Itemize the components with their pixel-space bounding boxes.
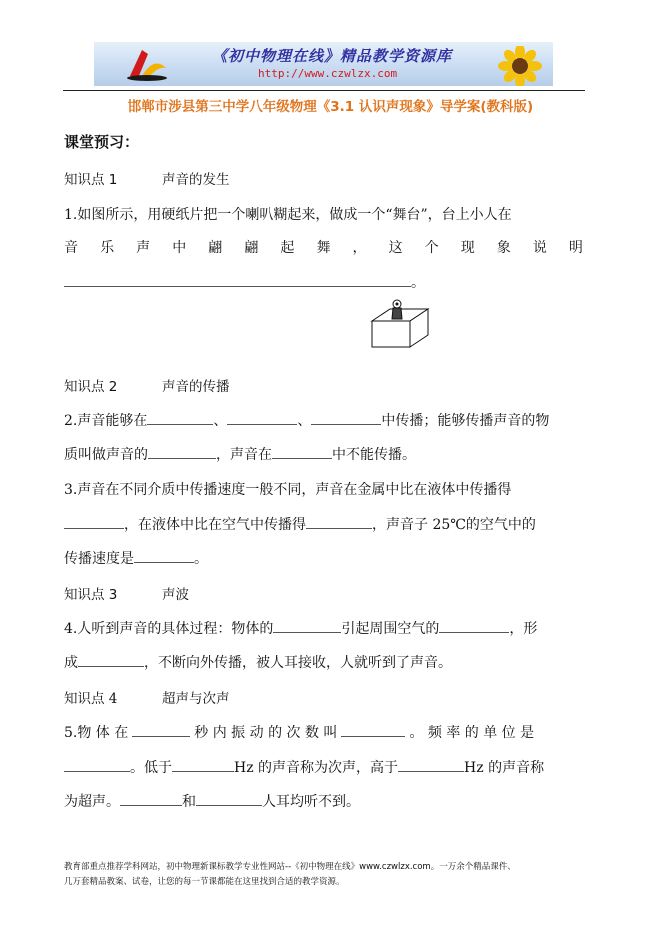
answer-blank[interactable] bbox=[172, 770, 234, 772]
question-1-char: 象 bbox=[496, 240, 511, 256]
answer-blank[interactable] bbox=[306, 527, 372, 529]
kp-name: 声音的传播 bbox=[162, 379, 230, 395]
answer-blank[interactable] bbox=[120, 804, 182, 806]
page-footer bbox=[64, 860, 594, 890]
question-1-char: 明 bbox=[568, 240, 583, 256]
answer-blank[interactable] bbox=[439, 631, 509, 633]
sunflower-icon bbox=[490, 46, 550, 86]
kp-number: 知识点 3 bbox=[64, 587, 118, 603]
header-banner bbox=[94, 42, 553, 86]
question-1-char: 音 bbox=[64, 240, 78, 256]
answer-blank[interactable] bbox=[272, 457, 332, 459]
header-divider bbox=[63, 90, 585, 91]
footer-line-2: 几万套精品教案、试卷，让您的每一节课都能在这里找到合适的教学资源。 bbox=[64, 877, 345, 887]
answer-blank[interactable] bbox=[64, 770, 130, 772]
answer-blank[interactable] bbox=[273, 631, 341, 633]
question-5-line-2: 。低于 Hz 的声音称为次声，高于 Hz 的声音称 bbox=[64, 757, 544, 777]
question-3-line-3: 传播速度是 。 bbox=[64, 551, 208, 567]
kp-name: 声音的发生 bbox=[162, 172, 230, 188]
question-1-char: 个 bbox=[424, 240, 439, 256]
answer-blank[interactable] bbox=[148, 457, 216, 459]
footer-line-1: 教育部重点推荐学科网站，初中物理新课标教学专业性网站--《初中物理在线》www.czwlzx.com。一万余个精品课件、 bbox=[64, 862, 516, 872]
question-1-line-1: 1.如图所示，用硬纸片把一个喇叭糊起来，做成一个“舞台”，台上小人在 bbox=[64, 207, 512, 223]
question-1-line-3: 。 bbox=[64, 272, 425, 292]
question-1-char: 现 bbox=[460, 240, 475, 256]
answer-blank[interactable] bbox=[64, 285, 411, 287]
question-1-char: 声 bbox=[136, 240, 151, 256]
kp-name: 声波 bbox=[162, 587, 189, 603]
section-title: 课堂预习： bbox=[64, 133, 140, 151]
answer-blank[interactable] bbox=[132, 735, 190, 737]
knowledge-point-4 bbox=[64, 687, 230, 707]
answer-blank[interactable] bbox=[147, 423, 213, 425]
kp-number: 知识点 1 bbox=[64, 172, 118, 188]
question-1-char: 舞 bbox=[316, 240, 331, 256]
question-1-char: ， bbox=[352, 240, 367, 256]
question-1-char: 这 bbox=[388, 240, 403, 256]
answer-blank[interactable] bbox=[78, 665, 144, 667]
question-1-char: 翩 bbox=[244, 240, 259, 256]
question-1-char: 乐 bbox=[100, 240, 115, 256]
stage-figure-icon bbox=[368, 297, 430, 349]
question-4-line-1: 4.人听到声音的具体过程：物体的 引起周围空气的 ，形 bbox=[64, 621, 538, 637]
question-1-char: 中 bbox=[172, 240, 187, 256]
banner-url: http://www.czwlzx.com bbox=[258, 67, 398, 80]
knowledge-point-1 bbox=[64, 168, 230, 188]
question-4-line-2: 成 ，不断向外传播，被人耳接收，人就听到了声音。 bbox=[64, 655, 452, 671]
question-3-line-1: 3.声音在不同介质中传播速度一般不同，声音在金属中比在液体中传播得 bbox=[64, 482, 512, 498]
answer-blank[interactable] bbox=[227, 423, 297, 425]
answer-blank[interactable] bbox=[341, 735, 405, 737]
question-3-line-2: ，在液体中比在空气中传播得 ，声音子 25℃的空气中的 bbox=[64, 514, 536, 534]
answer-blank[interactable] bbox=[134, 561, 194, 563]
question-2-line-2: 质叫做声音的 ，声音在 中不能传播。 bbox=[64, 447, 416, 463]
answer-blank[interactable] bbox=[196, 804, 262, 806]
kp-name: 超声与次声 bbox=[162, 691, 230, 707]
knowledge-point-2 bbox=[64, 375, 230, 395]
answer-blank[interactable] bbox=[311, 423, 381, 425]
knowledge-point-3 bbox=[64, 583, 189, 603]
question-1-char: 说 bbox=[532, 240, 547, 256]
question-5-line-3: 为超声。 和 人耳均听不到。 bbox=[64, 794, 360, 810]
question-5-line-1: 5.物 体 在 秒 内 振 动 的 次 数 叫 。 频 率 的 单 位 是 bbox=[64, 725, 535, 741]
banner-brand-text: 《初中物理在线》精品教学资源库 bbox=[212, 47, 453, 65]
question-2-line-1: 2.声音能够在 、 、 中传播；能够传播声音的物 bbox=[64, 413, 550, 429]
question-1-char: 翩 bbox=[208, 240, 223, 256]
question-1-line-2 bbox=[64, 237, 583, 257]
answer-blank[interactable] bbox=[64, 527, 124, 529]
kp-number: 知识点 2 bbox=[64, 379, 118, 395]
kp-number: 知识点 4 bbox=[64, 691, 118, 707]
site-logo-icon bbox=[124, 46, 170, 82]
answer-blank[interactable] bbox=[398, 770, 464, 772]
question-1-char: 起 bbox=[280, 240, 295, 256]
document-title: 邯郸市涉县第三中学八年级物理《3.1 认识声现象》导学案(教科版) bbox=[127, 99, 534, 115]
